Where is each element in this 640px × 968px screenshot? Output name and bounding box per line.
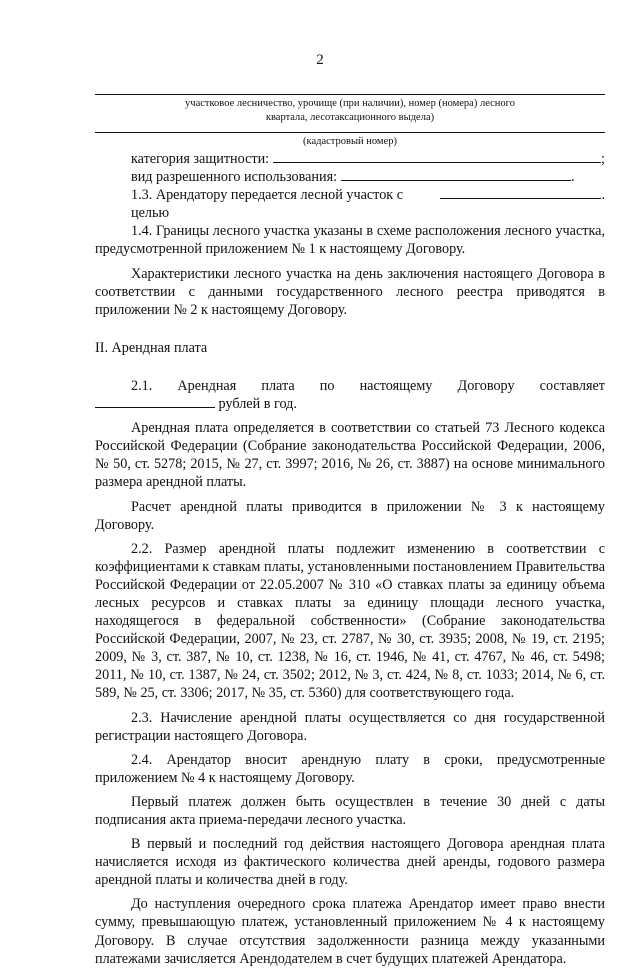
item-1-4: 1.4. Границы лесного участка указаны в схеме расположения лесного участка, предусмотренной приложением № 1 к настоящему Договору. <box>95 223 605 258</box>
item-2-1-tail-text: рублей в год. <box>218 396 297 413</box>
caption-location-line-1: участковое лесничество, урочище (при наличии), номер (номера) лесного <box>185 98 515 109</box>
item-2-1-word: плата <box>261 377 295 394</box>
item-2-1-word: составляет <box>539 377 605 394</box>
field-permitted-usage <box>131 168 605 186</box>
field-protection-label: категория защитности: <box>131 151 270 167</box>
section-2-title: II. Арендная плата <box>95 339 208 356</box>
para-prepayment: До наступления очередного срока платежа Арендатор имеет право внести сумму, превышающую платеж, установленный приложением № 4 к настоящему Договору. В случае отсутствия задолженности разница между указанными платежами зачисляется Арендодателем в счет будущих платежей Арендатора. <box>95 896 605 967</box>
item-2-1 <box>131 377 605 395</box>
field-protection-category <box>131 150 605 168</box>
item-2-1-word: по <box>319 377 335 394</box>
item-2-2: 2.2. Размер арендной платы подлежит изменению в соответствии с коэффициентами к ставкам платы, установленными постановлением Правительства Российской Федерации от 22.05.2007 № 310 «О ставках платы за единицу объема лесных ресурсов и ставках платы за единицу площади лесного участка, находящегося в федеральной собственности» (Собрание законодательства Российской Федерации, 2007, № 23, ст. 2787, № 30, ст. 3935; 2008, № 19, ст. 2195; 2009, № 3, ст. 387, № 10, ст. 1238, № 16, ст. 1946, № 41, ст. 4767, № 46, ст. 5498; 2011, № 10, ст. 1387, № 24, ст. 3502; 2012, № 3, ст. 424, № 8, ст. 1033; 2014, № 6, ст. 589, № 25, ст. 3306; 2017, № 35, ст. 5360) для соответствующего года. <box>95 540 605 702</box>
caption-location <box>95 97 605 125</box>
item-2-1-word: 2.1. <box>131 377 153 394</box>
field-protection-punct: ; <box>601 151 605 167</box>
item-1-3 <box>131 186 605 222</box>
item-2-1-word: Договору <box>457 377 515 394</box>
caption-cadastral: (кадастровый номер) <box>303 136 397 147</box>
item-1-3-text: 1.3. Арендатору передается лесной участок с целью <box>131 187 404 222</box>
field-usage-punct: . <box>571 169 575 186</box>
para-first-payment: Первый платеж должен быть осуществлен в течение 30 дней с даты подписания акта приема-передачи лесного участка. <box>95 793 605 828</box>
item-2-3: 2.3. Начисление арендной платы осуществляется со дня государственной регистрации настоящего Договора. <box>95 709 605 744</box>
para-rent-calc: Расчет арендной платы приводится в приложении № 3 к настоящему Договору. <box>95 498 605 533</box>
page-number: 2 <box>316 52 324 68</box>
item-2-1-word: настоящему <box>359 377 433 394</box>
item-1-3-punct: . <box>601 187 605 204</box>
item-2-1-tail <box>95 395 605 413</box>
field-usage-blank <box>341 168 571 181</box>
field-usage-label: вид разрешенного использования: <box>131 169 338 186</box>
item-2-4: 2.4. Арендатор вносит арендную плату в сроки, предусмотренные приложением № 4 к настоящему Договору. <box>95 751 605 786</box>
item-1-3-blank <box>440 186 602 199</box>
caption-location-line-2: квартала, лесотаксационного выдела) <box>265 112 435 123</box>
para-rent-basis: Арендная плата определяется в соответствии со статьей 73 Лесного кодекса Российской Федерации (Собрание законодательства Российской Федерации, 2006, № 50, ст. 5278; 2015, № 27, ст. 3997; 2016, № 26, ст. 3887) на основе минимального размера арендной платы. <box>95 420 605 491</box>
item-2-1-word: Арендная <box>177 377 237 394</box>
item-2-1-blank <box>95 395 215 408</box>
fill-line-location <box>95 94 605 95</box>
field-protection-blank <box>273 150 601 163</box>
document-body <box>95 150 605 968</box>
fill-line-cadastral <box>95 132 605 133</box>
para-first-last-year: В первый и последний год действия настоящего Договора арендная плата начисляется исходя из фактического количества дней аренды, годового размера арендной платы и количества дней в году. <box>95 836 605 889</box>
para-characteristics: Характеристики лесного участка на день заключения настоящего Договора в соответствии с данными государственного лесного реестра приводятся в приложении № 2 к настоящему Договору. <box>95 265 605 318</box>
